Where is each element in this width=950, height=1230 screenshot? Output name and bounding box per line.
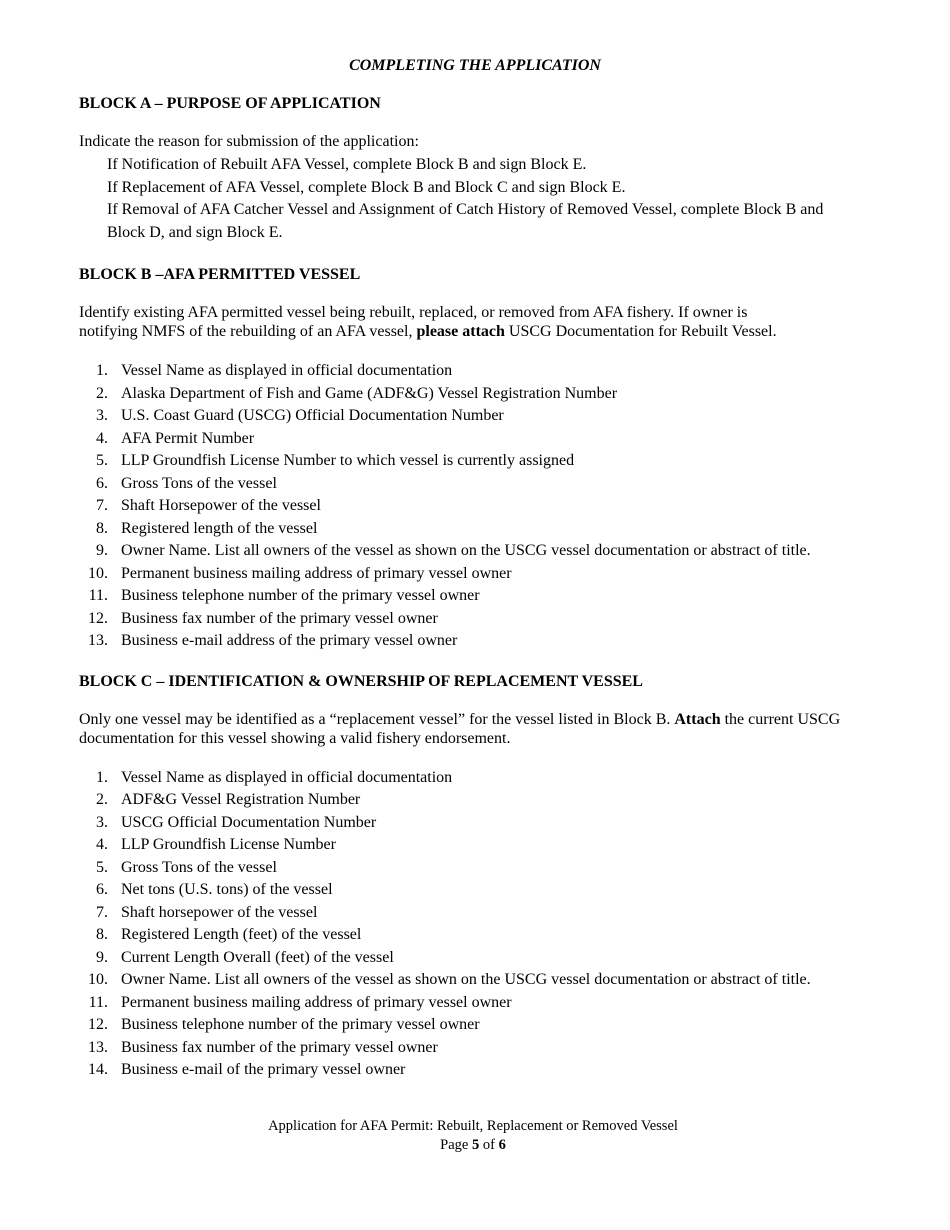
block-b-paragraph — [79, 303, 799, 341]
block-c-item-text: Business e-mail of the primary vessel owner — [121, 1061, 406, 1078]
footer-page-current: 5 — [471, 1137, 480, 1153]
block-b-item-text: LLP Groundfish License Number to which vessel is currently assigned — [121, 452, 575, 469]
block-c-item-text: Permanent business mailing address of primary vessel owner — [121, 993, 512, 1011]
block-b-items-list — [79, 360, 889, 653]
block-c-items-list — [79, 767, 889, 1082]
page-title: COMPLETING THE APPLICATION — [349, 57, 601, 74]
block-c-item-number: 4. — [96, 836, 108, 853]
block-c-item-number: 5. — [96, 858, 108, 876]
block-b-item-number: 6. — [96, 474, 108, 492]
block-c-item-text: Current Length Overall (feet) of the vessel — [121, 948, 394, 966]
block-b-item-text: Vessel Name as displayed in official documentation — [121, 362, 453, 379]
block-b-item — [79, 405, 889, 428]
block-b-item-text: Business fax number of the primary vessel owner — [121, 609, 438, 627]
block-b-item-text: Business e-mail address of the primary vessel owner — [121, 632, 458, 649]
block-c-item — [79, 1059, 889, 1082]
block-b-item-text: Alaska Department of Fish and Game (ADF&G) Vessel Registration Number — [121, 384, 618, 402]
block-b-paragraph-text-2: USCG Documentation for Rebuilt Vessel. — [504, 323, 777, 340]
document-page — [79, 56, 889, 1101]
block-c-item — [79, 879, 889, 902]
block-c-item — [79, 767, 889, 790]
block-b-item-number: 4. — [96, 429, 108, 447]
block-b-item — [79, 383, 889, 406]
block-b-item — [79, 473, 889, 496]
block-c-item-text: Shaft horsepower of the vessel — [121, 903, 318, 921]
block-b-item — [79, 630, 889, 653]
block-b-item-number: 5. — [96, 452, 108, 469]
block-c-item — [79, 789, 889, 812]
block-b-item-text: Permanent business mailing address of primary vessel owner — [121, 564, 512, 582]
block-c-item-number: 6. — [96, 881, 108, 898]
block-b-item-text: AFA Permit Number — [121, 429, 255, 447]
block-c-item — [79, 812, 889, 835]
block-b-item-text: Shaft Horsepower of the vessel — [121, 497, 321, 514]
block-c-item-number: 13. — [88, 1038, 108, 1056]
block-c-paragraph-text-2: the current USCG documentation for this vessel showing a valid fishery endorsement. — [79, 710, 841, 747]
block-c-paragraph — [79, 710, 859, 748]
block-c-paragraph-bold: Attach — [674, 710, 721, 728]
block-b-item-text: Registered length of the vessel — [121, 519, 318, 537]
block-b-item-number: 3. — [96, 407, 108, 424]
block-c-item-text: Registered Length (feet) of the vessel — [121, 926, 362, 943]
block-b-item — [79, 360, 889, 383]
block-c-item-number: 9. — [96, 948, 108, 966]
block-b-item-number: 8. — [96, 519, 108, 537]
block-b-item — [79, 450, 889, 473]
block-b-item — [79, 428, 889, 451]
block-a-line: If Removal of AFA Catcher Vessel and Assignment of Catch History of Removed Vessel, complete Block B and — [107, 201, 824, 218]
block-c-item-number: 11. — [88, 993, 108, 1011]
block-b-item — [79, 495, 889, 518]
block-c-item-text: Vessel Name as displayed in official documentation — [121, 768, 453, 786]
block-c-item-number: 14. — [88, 1061, 108, 1078]
page-footer — [0, 1117, 946, 1155]
block-b-item-number: 2. — [96, 384, 108, 402]
block-c-item-number: 8. — [96, 926, 108, 943]
block-b-item — [79, 608, 889, 631]
block-c-item-text: Business telephone number of the primary vessel owner — [121, 1016, 480, 1033]
footer-of-label: of — [482, 1137, 495, 1153]
block-c-item — [79, 1014, 889, 1037]
block-b-item — [79, 540, 889, 563]
block-c-item-number: 12. — [88, 1016, 108, 1033]
block-a-intro: Indicate the reason for submission of the application: — [79, 133, 419, 150]
block-b-item — [79, 563, 889, 586]
block-c-item-text: Owner Name. List all owners of the vessel as shown on the USCG vessel documentation or abstract of title. — [121, 971, 811, 988]
block-b-heading: BLOCK B –AFA PERMITTED VESSEL — [79, 266, 361, 283]
block-c-item — [79, 947, 889, 970]
block-c-item — [79, 834, 889, 857]
block-b-item-text: Business telephone number of the primary vessel owner — [121, 587, 480, 604]
block-c-item-text: ADF&G Vessel Registration Number — [121, 791, 361, 808]
block-c-item — [79, 924, 889, 947]
block-b-item-number: 10. — [88, 564, 108, 582]
block-b-item — [79, 585, 889, 608]
block-c-item-text: USCG Official Documentation Number — [121, 813, 377, 831]
block-c-item-text: Business fax number of the primary vessel owner — [121, 1038, 438, 1056]
block-a-instructions — [79, 154, 889, 244]
block-c-item-number: 3. — [96, 813, 108, 831]
block-a-heading: BLOCK A – PURPOSE OF APPLICATION — [79, 95, 381, 112]
block-c-item — [79, 1037, 889, 1060]
block-c-item-text: Net tons (U.S. tons) of the vessel — [121, 881, 333, 898]
block-c-heading: BLOCK C – IDENTIFICATION & OWNERSHIP OF REPLACEMENT VESSEL — [79, 672, 643, 690]
block-b-paragraph-text-1: Identify existing AFA permitted vessel being rebuilt, replaced, or removed from AFA fishery. If owner is notifying NMFS of the rebuilding of an AFA vessel, — [79, 304, 748, 340]
block-c-item-number: 1. — [96, 768, 108, 786]
footer-page-label: Page — [440, 1137, 469, 1153]
block-b-item-text: U.S. Coast Guard (USCG) Official Documentation Number — [121, 407, 504, 424]
block-b-item-number: 1. — [96, 362, 108, 379]
block-c-item — [79, 857, 889, 880]
block-b-item-text: Gross Tons of the vessel — [121, 474, 277, 492]
block-a-line: If Notification of Rebuilt AFA Vessel, complete Block B and sign Block E. — [107, 156, 587, 173]
block-c-item-number: 2. — [96, 791, 108, 808]
block-c-item — [79, 992, 889, 1015]
block-a-line: If Replacement of AFA Vessel, complete Block B and Block C and sign Block E. — [107, 178, 626, 196]
block-c-item — [79, 969, 889, 992]
block-c-item-number: 10. — [88, 971, 108, 988]
block-b-item — [79, 518, 889, 541]
block-b-item-number: 12. — [88, 609, 108, 627]
block-a-line: Block D, and sign Block E. — [107, 223, 283, 241]
block-c-item-number: 7. — [96, 903, 108, 921]
block-c-item-text: LLP Groundfish License Number — [121, 836, 336, 853]
block-b-item-number: 7. — [96, 497, 108, 514]
block-b-item-number: 11. — [88, 587, 108, 604]
block-b-item-text: Owner Name. List all owners of the vessel as shown on the USCG vessel documentation or abstract of title. — [121, 542, 811, 559]
block-c-item — [79, 902, 889, 925]
footer-title: Application for AFA Permit: Rebuilt, Replacement or Removed Vessel — [268, 1118, 678, 1134]
block-c-paragraph-text-1: Only one vessel may be identified as a “replacement vessel” for the vessel listed in Block B. — [79, 710, 675, 728]
block-b-item-number: 13. — [88, 632, 108, 649]
footer-page-number — [0, 1136, 946, 1155]
block-b-paragraph-bold: please attach — [416, 323, 505, 340]
block-b-item-number: 9. — [96, 542, 108, 559]
block-c-item-text: Gross Tons of the vessel — [121, 858, 277, 876]
footer-page-total: 6 — [498, 1137, 506, 1153]
